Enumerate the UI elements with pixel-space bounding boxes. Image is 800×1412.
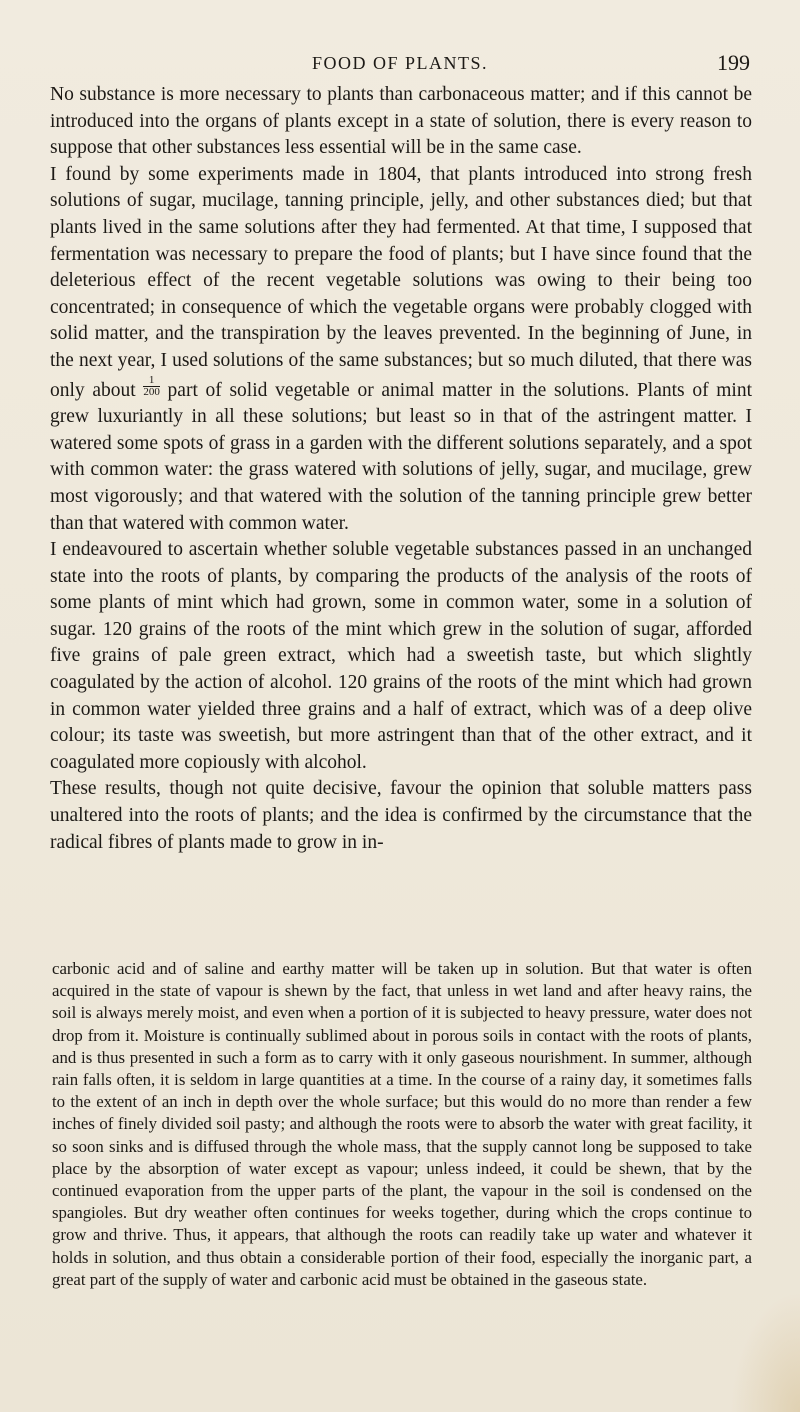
note-text: [52, 958, 752, 1291]
paragraph-2-end: part of solid vegetable or animal matter in the solutions. Plants of mint grew luxuriantly in all these solutions; but least so in that of the astringent matter. I watered some spots of grass in a garden with the different solutions separately, and a spot with common water: the grass watered with solutions of jelly, sugar, and mucilage, grew most vigorously; and that watered with the solution of the tanning principle grew better than that watered with common water.: [50, 379, 752, 534]
paragraph-4: These results, though not quite decisive, favour the opinion that soluble matters pass unaltered into the roots of plants; and the idea is confirmed by the circumstance that the radical fibres of plants made to grow in in-: [50, 778, 752, 853]
page-number: 199: [717, 50, 750, 75]
note-paragraph: carbonic acid and of saline and earthy matter will be taken up in solution. But that water is often acquired in the state of vapour is shewn by the fact, that unless in wet land and after heavy rains, the soil is always merely moist, and even when a portion of it is subjected to heavy pressure, water does not drop from it. Moisture is continually sublimed about in porous soils in contact with the roots of plants, and is thus presented in such a form as to carry with it only gaseous nourishment. In summer, although rain falls often, it is seldom in large quantities at a time. In the course of a rainy day, it sometimes falls to the extent of an inch in depth over the whole surface; but this would do no more than render a few inches of finely divided soil pasty; and although the roots were to absorb the water with great facility, it so soon sinks and is diffused through the whole mass, that the supply cannot long be supposed to take place by the absorption of water except as vapour; unless indeed, it could be shewn, that by the continued evaporation from the upper parts of the plant, the vapour in the soil is condensed on the spangioles. But dry weather often continues for weeks together, during which the crops continue to grow and thrive. Thus, it appears, that although the roots can readily take up water and whatever it holds in solution, and thus obtain a considerable portion of their food, especially the inorganic part, a great part of the supply of water and carbonic acid must be obtained in the gaseous state.: [52, 959, 752, 1289]
fraction: [143, 375, 160, 398]
paragraph-3: I endeavoured to ascertain whether soluble vegetable substances passed in an unchanged state into the roots of plants, by comparing the products of the analysis of the roots of some plants of mint which had grown, some in common water, some in a solution of sugar. 120 grains of the roots of the mint which grew in the solution of sugar, afforded five grains of pale green extract, which had a sweetish taste, but which slightly coagulated by the action of alcohol. 120 grains of the roots of the mint which had grown in common water yielded three grains and a half of extract, which was of a deep olive colour; its taste was sweetish, but more astringent than that of the other extract, and it coagulated more copiously with alcohol.: [50, 539, 752, 773]
fraction-numerator: 1: [143, 375, 160, 387]
running-title: FOOD OF PLANTS.: [311, 53, 489, 73]
fraction-denominator: 200: [143, 385, 160, 398]
paragraph-2-start: I found by some experiments made in 1804, that plants introduced into strong fresh solutions of sugar, mucilage, tanning principle, jelly, and other substances died; but that plants lived in the same solutions after they had fermented. At that time, I supposed that fermentation was necessary to prepare the food of plants; but I have since found that the deleterious effect of the recent vegetable solutions was owing to their being too concentrated; in consequence of which the vegetable organs were probably clogged with solid matter, and the transpiration by the leaves prevented. In the beginning of June, in the next year, I used solutions of the same substances; but so much diluted, that there was only about: [50, 163, 752, 401]
paragraph-2: [50, 162, 752, 537]
main-text: [50, 82, 752, 856]
paragraph-1: No substance is more necessary to plants than carbonaceous matter; and if this cannot be introduced into the organs of plants except in a state of solution, there is every reason to suppose that other substances less essential will be in the same case.: [50, 84, 752, 159]
paper-stain: [730, 1292, 800, 1412]
running-head: [50, 48, 750, 78]
